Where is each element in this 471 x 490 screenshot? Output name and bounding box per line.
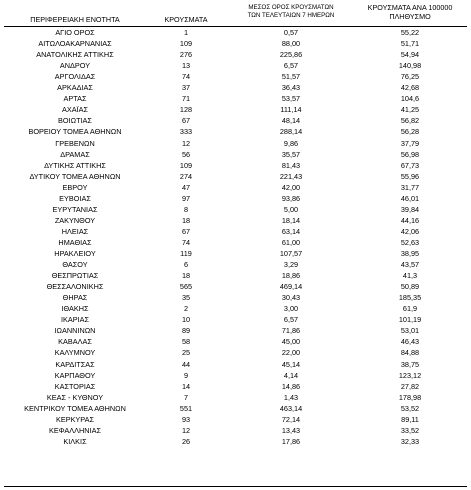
cell-per100k: 56,28 [400,127,420,137]
table-row [0,39,471,50]
cell-cases: 12 [181,138,191,148]
cell-per100k: 52,63 [400,237,420,247]
table-row [0,72,471,83]
cell-avg7: 71,86 [281,326,301,336]
cell-avg7: 17,86 [281,436,301,446]
header-per100k-line2: ΠΛΗΘΥΣΜΟ [389,11,431,21]
cell-region: ΑΧΑΪΑΣ [61,105,88,115]
cell-avg7: 36,43 [281,83,301,93]
table-row [0,315,471,326]
cell-per100k: 54,94 [400,50,420,60]
cell-region: ΕΥΒΟΙΑΣ [59,193,91,203]
cell-region: ΑΡΚΑΔΙΑΣ [57,83,93,93]
cell-per100k: 123,12 [398,370,422,380]
table-row [0,105,471,116]
cell-region: ΑΙΤΩΛΟΑΚΑΡΝΑΝΙΑΣ [38,39,112,49]
table-row [0,393,471,404]
cell-per100k: 84,88 [400,348,420,358]
cell-region: ΚΕΦΑΛΛΗΝΙΑΣ [49,425,101,435]
cell-per100k: 38,95 [400,249,420,258]
cell-per100k: 44,16 [400,215,420,225]
cell-avg7: 45,00 [281,337,301,347]
cell-region: ΕΥΡΥΤΑΝΙΑΣ [52,204,98,214]
cell-per100k: 50,89 [400,282,420,292]
cell-avg7: 4,14 [283,370,299,380]
cell-per100k: 51,71 [400,39,420,49]
cell-region: ΚΑΡΔΙΤΣΑΣ [55,359,95,369]
cell-per100k: 55,22 [400,28,420,37]
cell-avg7: 30,43 [281,293,301,303]
cell-per100k: 140,98 [398,61,422,71]
header-avg7-line1: ΜΕΣΟΣ ΟΡΟΣ ΚΡΟΥΣΜΑΤΩΝ [248,4,334,11]
cell-cases: 128 [179,105,193,115]
cell-region: ΔΡΑΜΑΣ [60,149,90,159]
cell-cases: 6 [183,260,189,270]
header-per100k-line1: ΚΡΟΥΣΜΑΤΑ ΑΝΑ 100000 [367,3,453,12]
cell-cases: 119 [180,249,192,258]
cell-cases: 44 [181,359,191,369]
table-row [0,194,471,205]
cell-region: ΗΛΕΙΑΣ [61,226,89,236]
cell-avg7: 3,00 [283,304,299,314]
header-per100k [356,4,464,21]
cell-per100k: 46,43 [400,337,420,347]
cell-avg7: 35,57 [281,149,301,159]
cell-per100k: 89,11 [401,414,419,424]
cell-region: ΑΓΙΟ ΟΡΟΣ [55,28,95,37]
table-row [0,183,471,194]
cell-per100k: 185,35 [398,293,422,303]
cell-region: ΑΡΓΟΛΙΔΑΣ [54,72,96,82]
cell-region: ΔΥΤΙΚΟΥ ΤΟΜΕΑ ΑΘΗΝΩΝ [29,171,121,181]
cell-region: ΚΕΡΚΥΡΑΣ [55,414,95,424]
cell-per100k: 104,6 [400,94,420,104]
cell-per100k: 27,82 [400,381,420,391]
cell-per100k: 67,73 [400,160,420,170]
cell-cases: 109 [179,39,193,49]
cell-cases: 12 [181,425,191,435]
cell-cases: 71 [181,94,191,104]
cell-region: ΕΒΡΟΥ [62,182,88,192]
cell-region: ΙΚΑΡΙΑΣ [60,315,90,325]
cell-avg7: 13,43 [281,425,301,435]
cell-region: ΗΜΑΘΙΑΣ [58,237,92,247]
cell-per100k: 31,77 [400,182,420,192]
cell-cases: 10 [181,315,191,325]
cell-avg7: 72,14 [281,414,301,424]
table-row [0,404,471,415]
table-row [0,293,471,304]
table-row [0,415,471,426]
cell-cases: 1 [183,28,189,37]
cell-region: ΙΩΑΝΝΙΝΩΝ [54,326,96,336]
table-row [0,360,471,371]
cell-avg7: 221,43 [279,171,303,181]
cell-cases: 109 [179,160,193,170]
table-row [0,83,471,94]
cell-region: ΑΝΑΤΟΛΙΚΗΣ ΑΤΤΙΚΗΣ [36,50,114,60]
cell-region: ΘΗΡΑΣ [62,293,88,303]
cell-per100k: 53,01 [400,326,420,336]
cell-cases: 74 [181,237,191,247]
header-cases: ΚΡΟΥΣΜΑΤΑ [164,15,208,24]
table-row [0,94,471,105]
cell-region: ΚΑΛΥΜΝΟΥ [54,348,96,358]
cell-per100k: 55,96 [400,171,420,181]
cell-avg7: 14,86 [281,381,301,391]
table-row [0,127,471,138]
cell-cases: 26 [181,436,191,446]
cell-avg7: 3,29 [283,260,299,270]
cell-avg7: 9,86 [283,138,299,148]
cell-per100k: 76,25 [400,72,420,82]
cell-cases: 18 [181,271,191,281]
table-row [0,172,471,183]
cell-avg7: 88,00 [281,39,301,49]
cell-cases: 7 [183,392,189,402]
cell-per100k: 53,52 [400,403,420,413]
cell-cases: 8 [183,204,189,214]
table-row [0,61,471,72]
table-row [0,139,471,150]
cell-avg7: 81,43 [281,160,301,170]
cell-per100k: 56,82 [400,116,420,126]
cell-cases: 565 [179,282,193,292]
cell-region: ΗΡΑΚΛΕΙΟΥ [54,249,96,258]
cell-avg7: 5,00 [283,204,299,214]
header-avg7 [236,4,346,20]
cell-per100k: 33,52 [400,425,420,435]
cell-cases: 2 [183,304,189,314]
table-row [0,238,471,249]
table-row [0,382,471,393]
table-row [0,437,471,448]
cell-avg7: 42,00 [281,182,301,192]
cell-per100k: 61,9 [402,304,418,314]
table-row [0,28,471,39]
cell-region: ΒΟΙΩΤΙΑΣ [58,116,92,126]
cell-per100k: 46,01 [400,193,420,203]
cell-cases: 35 [181,293,191,303]
cell-avg7: 63,14 [281,226,301,236]
cell-cases: 333 [179,127,193,137]
cell-cases: 47 [181,182,191,192]
table-row [0,116,471,127]
cell-region: ΚΑΒΑΛΑΣ [58,337,92,347]
cell-per100k: 39,84 [400,204,420,214]
cell-region: ΙΘΑΚΗΣ [61,304,89,314]
cell-cases: 9 [183,370,189,380]
cell-region: ΚΑΡΠΑΘΟΥ [54,370,96,380]
cell-cases: 18 [181,215,191,225]
table-row [0,426,471,437]
cell-region: ΖΑΚΥΝΘΟΥ [54,215,96,225]
table-row [0,348,471,359]
cell-avg7: 18,14 [281,215,301,225]
cell-cases: 58 [181,337,191,347]
cell-region: ΑΡΤΑΣ [63,94,87,104]
table-row [0,150,471,161]
table-row [0,304,471,315]
table-row [0,326,471,337]
cell-per100k: 41,25 [400,105,420,115]
table-row [0,249,471,260]
cell-avg7: 6,57 [283,61,299,71]
cell-avg7: 51,57 [281,72,301,82]
cell-cases: 97 [181,193,191,203]
cell-cases: 74 [181,72,191,82]
cell-cases: 67 [181,116,191,126]
header-region: ΠΕΡΙΦΕΡΕΙΑΚΗ ΕΝΟΤΗΤΑ [30,15,120,24]
table-row [0,282,471,293]
cell-per100k: 38,75 [400,359,420,369]
cell-per100k: 56,98 [400,149,420,159]
table-row [0,271,471,282]
cell-region: ΚΕΝΤΡΙΚΟΥ ΤΟΜΕΑ ΑΘΗΝΩΝ [24,403,126,413]
table-row [0,260,471,271]
cell-cases: 89 [181,326,191,336]
cell-per100k: 101,19 [398,315,422,325]
cell-cases: 274 [179,171,193,181]
cell-avg7: 463,14 [279,403,303,413]
cell-avg7: 111,14 [280,105,302,115]
cell-avg7: 18,86 [281,271,301,281]
cell-cases: 25 [181,348,191,358]
table-row [0,216,471,227]
cell-region: ΒΟΡΕΙΟΥ ΤΟΜΕΑ ΑΘΗΝΩΝ [28,127,122,137]
table-row [0,161,471,172]
cell-per100k: 178,98 [398,392,422,402]
cell-avg7: 288,14 [279,127,303,137]
cell-region: ΘΕΣΠΡΩΤΙΑΣ [51,271,99,281]
cell-per100k: 43,57 [400,260,420,270]
cell-region: ΑΝΔΡΟΥ [59,61,91,71]
cell-avg7: 93,86 [281,193,301,203]
cell-cases: 56 [181,149,191,159]
cell-avg7: 0,57 [283,28,299,37]
cell-region: ΓΡΕΒΕΝΩΝ [55,138,95,148]
cell-per100k: 37,79 [400,138,420,148]
cell-per100k: 42,68 [400,83,420,93]
cell-avg7: 107,57 [279,249,303,258]
cell-region: ΔΥΤΙΚΗΣ ΑΤΤΙΚΗΣ [44,160,106,170]
cell-region: ΘΑΣΟΥ [62,260,88,270]
cell-avg7: 1,43 [283,392,299,402]
cell-cases: 551 [179,403,193,413]
cell-per100k: 32,33 [400,436,420,446]
table-row [0,337,471,348]
cell-cases: 93 [181,414,191,424]
table-row [0,371,471,382]
cell-per100k: 41,3 [402,271,418,281]
cell-cases: 37 [181,83,191,93]
cell-avg7: 469,14 [279,282,303,292]
cell-avg7: 48,14 [281,116,301,126]
cell-per100k: 42,06 [400,226,420,236]
cell-cases: 276 [179,50,193,60]
header-avg7-line2: ΤΩΝ ΤΕΛΕΥΤΑΙΩΝ 7 ΗΜΕΡΩΝ [247,12,335,19]
cell-cases: 13 [181,61,191,71]
cell-cases: 14 [181,381,191,391]
cell-region: ΚΙΛΚΙΣ [63,436,87,446]
header-divider [4,26,467,27]
bottom-divider [4,486,467,487]
cell-cases: 67 [181,226,191,236]
table-row [0,227,471,238]
table-row [0,205,471,216]
cell-region: ΚΑΣΤΟΡΙΑΣ [54,381,96,391]
cell-avg7: 61,00 [281,237,301,247]
cell-avg7: 53,57 [281,94,301,104]
cell-avg7: 45,14 [281,359,301,369]
cell-region: ΚΕΑΣ - ΚΥΘΝΟΥ [46,392,104,402]
cell-region: ΘΕΣΣΑΛΟΝΙΚΗΣ [46,282,104,292]
table-row [0,50,471,61]
cell-avg7: 22,00 [281,348,301,358]
cell-avg7: 6,57 [283,315,299,325]
cell-avg7: 225,86 [279,50,303,60]
